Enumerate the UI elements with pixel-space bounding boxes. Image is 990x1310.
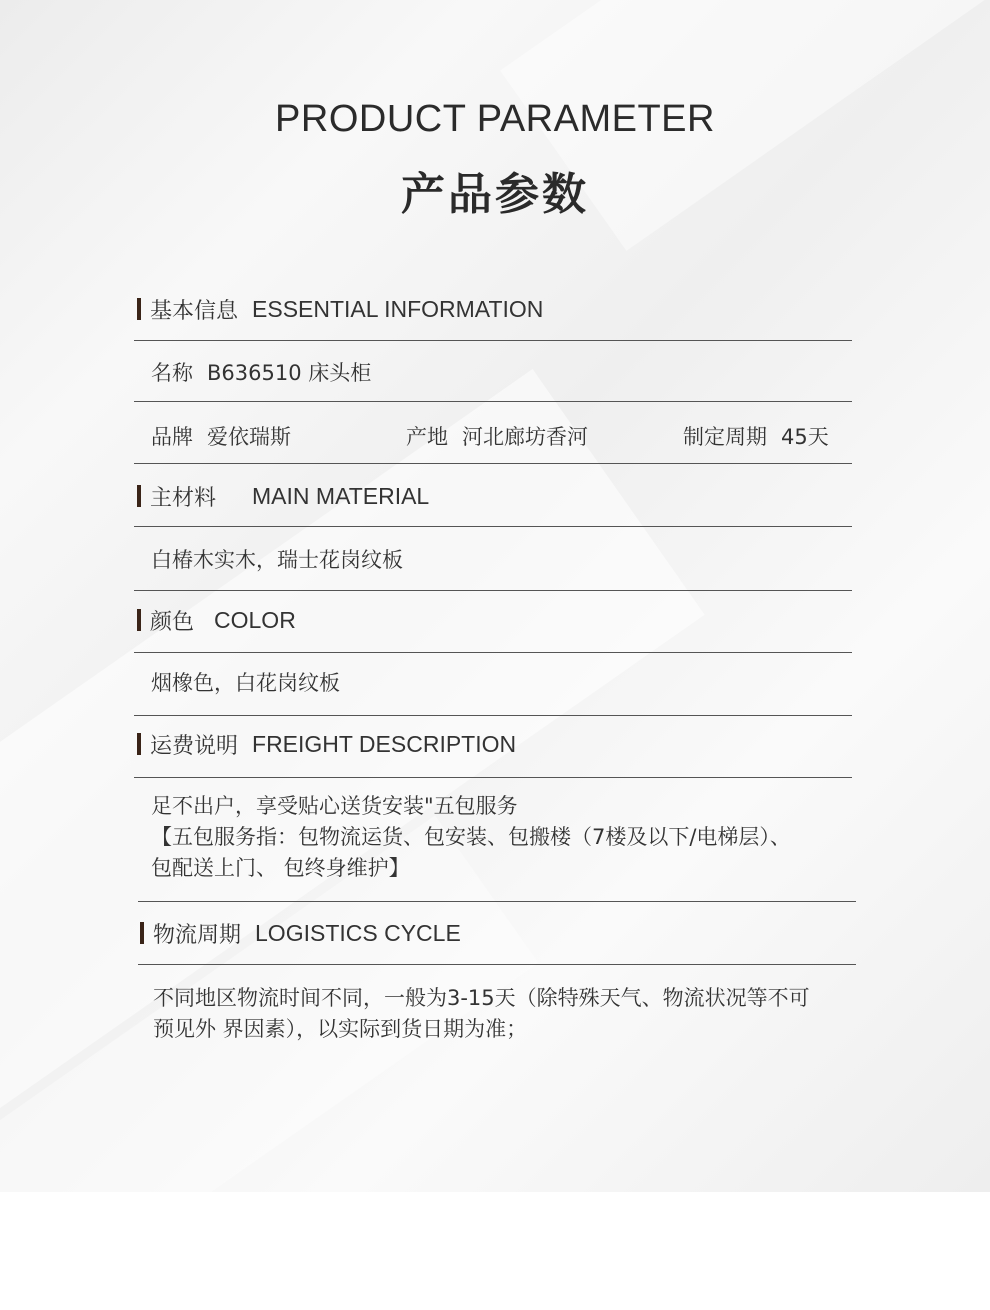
section-title-en: MAIN MATERIAL bbox=[252, 482, 430, 509]
freight-line: 【五包服务指：包物流运货、包安装、包搬楼（7楼及以下/电梯层）、 bbox=[151, 825, 791, 849]
logistics-line: 预见外 界因素），以实际到货日期为准； bbox=[153, 1017, 528, 1041]
production-cycle-value: 45天 bbox=[781, 425, 829, 449]
freight-line: 足不出户，享受贴心送货安装"五包服务 bbox=[151, 794, 518, 818]
section-title-cn: 颜色 bbox=[150, 609, 195, 635]
section-header-essential bbox=[137, 294, 543, 324]
brand-value: 爱依瑞斯 bbox=[207, 425, 291, 449]
section-title-en: FREIGHT DESCRIPTION bbox=[252, 730, 517, 757]
page-title-chinese: 产品参数 bbox=[401, 169, 589, 220]
divider bbox=[134, 463, 852, 464]
product-name-value: B636510 床头柜 bbox=[207, 361, 372, 385]
divider bbox=[134, 340, 852, 341]
section-title-en: COLOR bbox=[214, 606, 296, 633]
section-header-color bbox=[137, 605, 296, 635]
section-marker bbox=[137, 609, 141, 631]
brand-cell bbox=[151, 421, 291, 451]
divider bbox=[134, 401, 852, 402]
section-header-freight bbox=[137, 729, 516, 759]
section-title-cn: 物流周期 bbox=[153, 922, 242, 948]
origin-label: 产地 bbox=[406, 425, 448, 449]
freight-description bbox=[151, 791, 791, 884]
product-name-label: 名称 bbox=[151, 361, 193, 385]
section-title-cn: 基本信息 bbox=[150, 298, 239, 324]
page-title-english: PRODUCT PARAMETER bbox=[275, 98, 715, 140]
color-value: 烟橡色，白花岗纹板 bbox=[151, 671, 340, 695]
section-title-cn: 运费说明 bbox=[150, 733, 239, 759]
section-marker bbox=[137, 298, 141, 320]
section-marker bbox=[137, 733, 141, 755]
divider bbox=[134, 715, 852, 716]
logistics-description bbox=[153, 983, 810, 1045]
section-title-cn: 主材料 bbox=[150, 485, 217, 511]
origin-value: 河北廊坊香河 bbox=[462, 425, 588, 449]
divider bbox=[138, 964, 856, 965]
freight-line: 包配送上门、 包终身维护】 bbox=[151, 856, 410, 880]
material-value: 白椿木实木，瑞士花岗纹板 bbox=[151, 548, 403, 572]
origin-cell bbox=[406, 421, 588, 451]
section-header-logistics bbox=[140, 918, 461, 948]
divider bbox=[138, 901, 856, 902]
divider bbox=[134, 652, 852, 653]
production-cycle-label: 制定周期 bbox=[683, 425, 767, 449]
logistics-line: 不同地区物流时间不同，一般为3-15天（除特殊天气、物流状况等不可 bbox=[153, 986, 810, 1010]
production-cycle-cell bbox=[683, 421, 829, 451]
product-name-row bbox=[151, 357, 371, 387]
divider bbox=[134, 590, 852, 591]
section-title-en: ESSENTIAL INFORMATION bbox=[252, 295, 544, 322]
divider bbox=[134, 526, 852, 527]
brand-label: 品牌 bbox=[151, 425, 193, 449]
section-header-material bbox=[137, 481, 429, 511]
divider bbox=[134, 777, 852, 778]
section-marker bbox=[140, 922, 144, 944]
section-marker bbox=[137, 485, 141, 507]
section-title-en: LOGISTICS CYCLE bbox=[255, 919, 461, 946]
